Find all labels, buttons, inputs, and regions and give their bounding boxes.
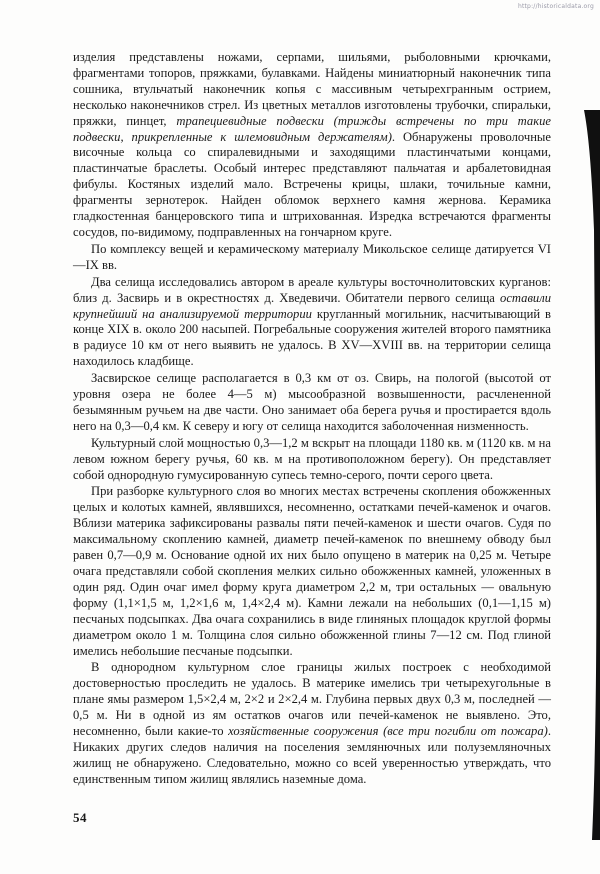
text-run: Культурный слой мощностью 0,3—1,2 м вскрыт на площади 1180 кв. м (1120 кв. м на левом южном берегу ручья, 60 кв. м на противоположном берегу). Он представляет собой однородную гумусированную супесь темно-серого, почти серого цвета.	[73, 435, 551, 482]
body-text	[73, 50, 551, 789]
italic-text: хозяйственные сооружения (все три погибли от пожара)	[228, 724, 548, 739]
text-run: Два селища исследовались автором в ареале культуры восточнолитовских курганов: близ д. Засвирь и в окрестностях д. Хведевичи. Обитатели первого селища	[73, 274, 551, 305]
italic-text: оставили крупнейший на анализируемой территории	[73, 290, 551, 321]
text-run: изделия представлены ножами, серпами, шильями, рыболовными крючками, фрагментами топоров, пряжками, булавками. Найдены миниатюрный наконечник типа сошника, втульчатый наконечник копья с массивным четырехгранным острием, несколько наконечников стрел. Из цветных металлов изготовлены трубочки, спиральки, пряжки, пинцет,	[73, 50, 551, 128]
page-number: 54	[73, 810, 87, 825]
paragraph-p7	[73, 660, 551, 787]
paragraph-p5	[73, 436, 551, 484]
paragraph-p2	[73, 242, 551, 274]
paragraph-p6	[73, 484, 551, 659]
text-run: По комплексу вещей и керамическому материалу Микольское селище датируется VI—IX вв.	[73, 241, 551, 272]
italic-text: трапециевидные подвески (трижды встречены по три такие подвески, прикрепленные к шлемовидным держателям)	[73, 113, 551, 144]
text-run: . Никаких других следов наличия на поселения землянючных или полуземляночных жилищ не обнаружено. Следовательно, можно со всей уверенностью утверждать, что единственным типом жилищ являлись наземные дома.	[73, 724, 551, 786]
binding-shadow-shape	[570, 110, 600, 840]
paragraph-p4	[73, 371, 551, 435]
watermark-url: http://historicaldata.org	[517, 3, 594, 10]
page-edge-shadow	[570, 110, 600, 840]
paragraph-p3	[73, 275, 551, 370]
paragraph-p1	[73, 50, 551, 241]
text-run: При разборке культурного слоя во многих местах встречены скопления обожженных целых и колотых камней, являвшихся, несомненно, остатками печей-каменок и очагов. Вблизи материка зафиксированы развалы пяти печей-каменок и шести очагов. Судя по максимальному скоплению камней, диаметр печей-каменок по внешнему обводу был равен 0,7—0,9 м. Основание одной их них было опущено в материк на 0,25 м. Четыре очага представляли собой скопления мелких сильно обожженных камней, уложенных в один ряд. Один очаг имел форму круга диаметром 2,2 м, три остальных — овальную форму (1,1×1,5 м, 1,2×1,6 м, 1,4×2,4 м). Камни лежали на небольших (0,1—1,15 м) песчаных подсыпках. Два очага сохранились в виде глиняных площадок круглой формы диаметром около 1 м. Толщина слоя сильно обожженной глины 7—12 см. Под глиной имелись небольшие песчаные подсыпки.	[73, 484, 551, 658]
text-run: Засвирское селище располагается в 0,3 км от оз. Свирь, на пологой (высотой от уровня озера не более 4—5 м) мысообразной возвышенности, расчлененной безымянным ручьем на две части. Оно занимает оба берега ручья и простирается вдоль него на 0,3—0,4 км. К северу и югу от селища находится заболоченная низменность.	[73, 371, 551, 433]
text-run: кругланный могильник, насчитывающий в конце XIX в. около 200 насыпей. Погребальные сооружения жителей второго памятника в радиусе 10 км от него выявить не удалось. В XV—XVIII вв. на территории селища находилось кладбище.	[73, 306, 551, 369]
text-run: В однородном культурном слое границы жилых построек с необходимой достоверностью проследить не удалось. В материке имелись три четырехугольные в плане ямы размером 1,5×2,4 м, 2×2 и 2×2,4 м. Глубина первых двух 0,3 м, последней — 0,5 м. Ни в одной из ям остатков очагов или печей-каменок не выявлено. Это, несомненно, были какие-то	[73, 660, 551, 739]
text-run: . Обнаружены проволочные височные кольца со спиралевидными и заходящими пластинчатыми концами, пластинчатые браслеты. Особый интерес представляют пальчатая и арбалетовидная фибулы. Костяных изделий мало. Встречены крицы, шлаки, точильные камни, фрагменты зернотерок. Найден обломок верхнего камня жернова. Керамика гладкостенная банцеровского типа и штрихованная. Изредка встречаются фрагменты сосудов, по-видимому, подправленных на гончарном круге.	[73, 129, 551, 239]
